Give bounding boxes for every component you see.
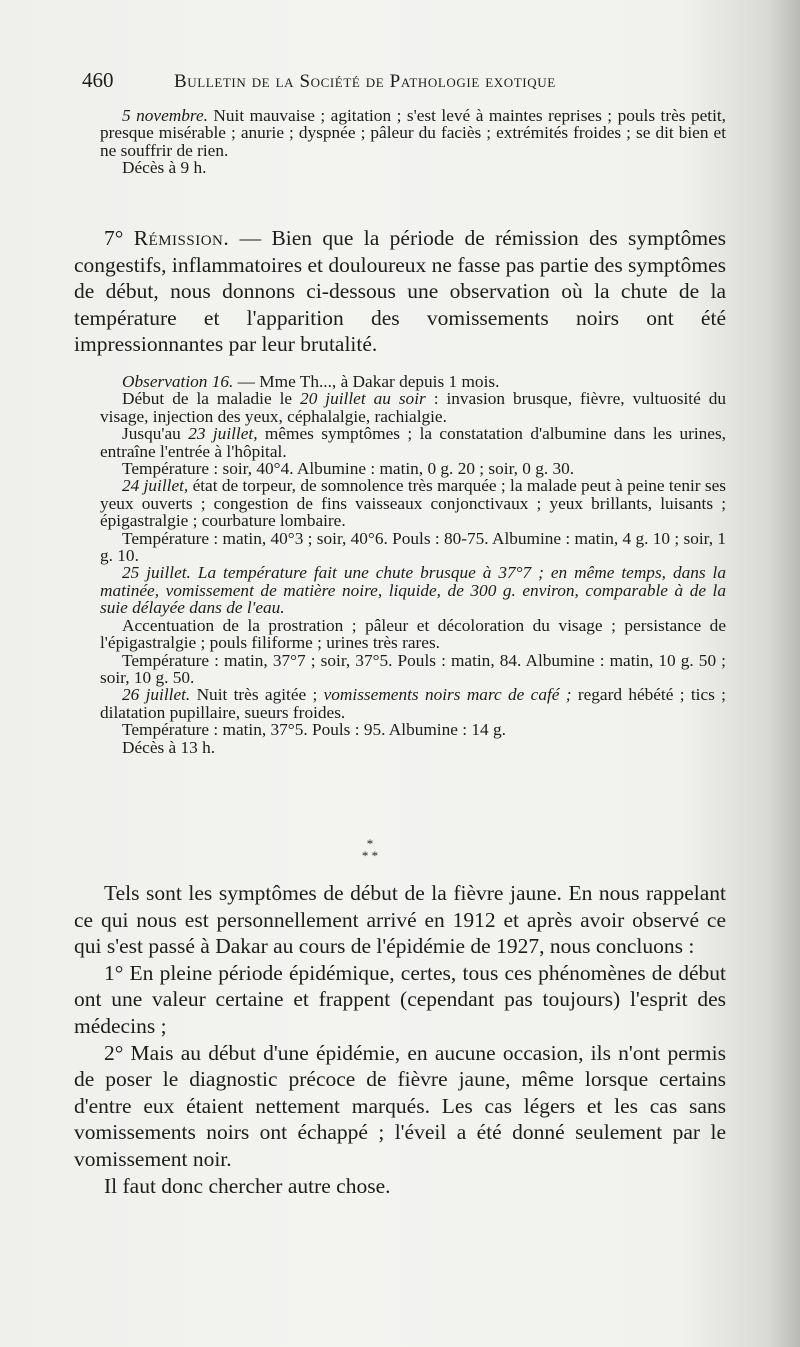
section-remission [74,225,726,358]
paragraph-temperature-4: Température : matin, 37°5. Pouls : 95. Albumine : 14 g. [122,720,506,740]
observation-16 [100,373,726,756]
paragraph-text: — Bien que la période de rémission des symptômes congestifs, inflammatoires et douloureux ne fasse pas partie des symptômes de début, nous donnons ci-dessous une observation où la chute de la température et l'apparition des vomissements noirs ont été impressionnantes par leur brutalité. [74,226,727,357]
paragraph-accentuation: Accentuation de la prostration ; pâleur et décoloration du visage ; persistance de l'épigastralgie ; pouls filiforme ; urines très rares. [100,615,726,653]
paragraph-deces [100,159,726,176]
conclusion-paragraph-4: Il faut donc chercher autre chose. [104,1173,391,1198]
observation-title-line [100,373,726,390]
paragraph-5-novembre [100,107,726,159]
paragraph-text: Nuit très agitée ; [190,685,324,705]
paragraph-25-juillet: 25 juillet. La température fait une chute brusque à 37°7 ; en même temps, dans la matinée, vomissement de matière noire, liquide, de 300 g. environ, comparable à de la suie délayée dans de l'eau. [100,563,726,618]
paragraph-text: regard hébété ; tics ; dilatation pupillaire, sueurs froides. [100,685,726,722]
separator-stars-bottom: * * [361,848,379,863]
page-header [82,68,732,102]
paragraph-remission [74,225,726,358]
conclusion-paragraph-2: 1° En pleine période épidémique, certes, tous ces phénomènes de début ont une valeur certaine et frappent (cependant pas toujours) l'esprit des médecins ; [74,960,726,1038]
paragraph-text: : invasion brusque, fièvre, vultuosité du visage, injection des yeux, céphalalgie, rachialgie. [100,389,727,426]
paragraph-temperature-2: Température : matin, 40°3 ; soir, 40°6. Pouls : 80-75. Albumine : matin, 4 g. 10 ; soir, 1 g. 10. [100,528,727,566]
paragraph-23-juillet [100,425,726,460]
conclusion-paragraph-1: Tels sont les symptômes de début de la fièvre jaune. En nous rappelant ce qui nous est personnellement arrivé en 1912 et après avoir observé ce qui s'est passé à Dakar au cours de l'épidémie de 1927, nous concluons : [74,881,726,959]
paragraph-deces-13h: Décès à 13 h. [122,737,216,757]
date-label: 5 novembre. [122,106,208,125]
observation-title: Observation 16. [122,372,234,391]
paragraph-text: Début de la maladie le [122,389,301,409]
paragraph-text: Décès à 9 h. [122,158,207,178]
section-heading: Rémission. [133,226,230,250]
paragraph-text: Jusqu'au [122,424,189,444]
date-label: 24 juillet, [122,476,189,496]
section-separator [350,838,390,862]
date-label: 26 juillet. [122,685,191,705]
paragraph-text: Nuit mauvaise ; agitation ; s'est levé à maintes reprises ; pouls très petit, presque misérable ; anurie ; dyspnée ; pâleur du faciès ; extrémités froides ; se dit bien et ne souffrir de rien. [100,106,726,160]
running-title: Bulletin de la Société de Pathologie exotique [174,71,556,92]
section-number: 7° [104,226,134,250]
paragraph-text: état de torpeur, de somnolence très marquée ; la malade peut à peine tenir ses yeux ouverts ; congestion de fins vaisseaux conjonctivaux ; yeux brillants, luisants ; épigastralgie ; courbature lombaire. [100,476,726,531]
paragraph-temperature-1: Température : soir, 40°4. Albumine : matin, 0 g. 20 ; soir, 0 g. 30. [122,459,575,479]
conclusion-section [74,880,726,1199]
paragraph-debut [100,390,726,425]
emphasis-text: vomissements noirs marc de café ; [323,685,572,705]
paragraph-26-juillet [100,686,726,721]
date-label: 20 juillet au soir [300,389,426,409]
date-label: 23 juillet, [188,424,258,444]
paragraph-text: mêmes symptômes ; la constatation d'albumine dans les urines, entraîne l'entrée à l'hôpital. [100,424,726,461]
paragraph-text: — Mme Th..., à Dakar depuis 1 mois. [233,372,500,391]
case-ending [100,107,726,177]
conclusion-paragraph-3: 2° Mais au début d'une épidémie, en aucune occasion, ils n'ont permis de poser le diagnostic précoce de fièvre jaune, même lorsque certains d'entre eux étaient nettement marqués. Les cas légers et les cas sans vomissements noirs ont échappé ; l'éveil a été donné seulement par le vomissement noir. [74,1040,726,1171]
page-number: 460 [82,68,114,92]
paragraph-temperature-3: Température : matin, 37°7 ; soir, 37°5. Pouls : matin, 84. Albumine : matin, 10 g. 50 ; soir, 10 g. 50. [100,650,726,687]
separator-star-top: * [366,836,374,851]
paragraph-24-juillet [100,477,726,529]
